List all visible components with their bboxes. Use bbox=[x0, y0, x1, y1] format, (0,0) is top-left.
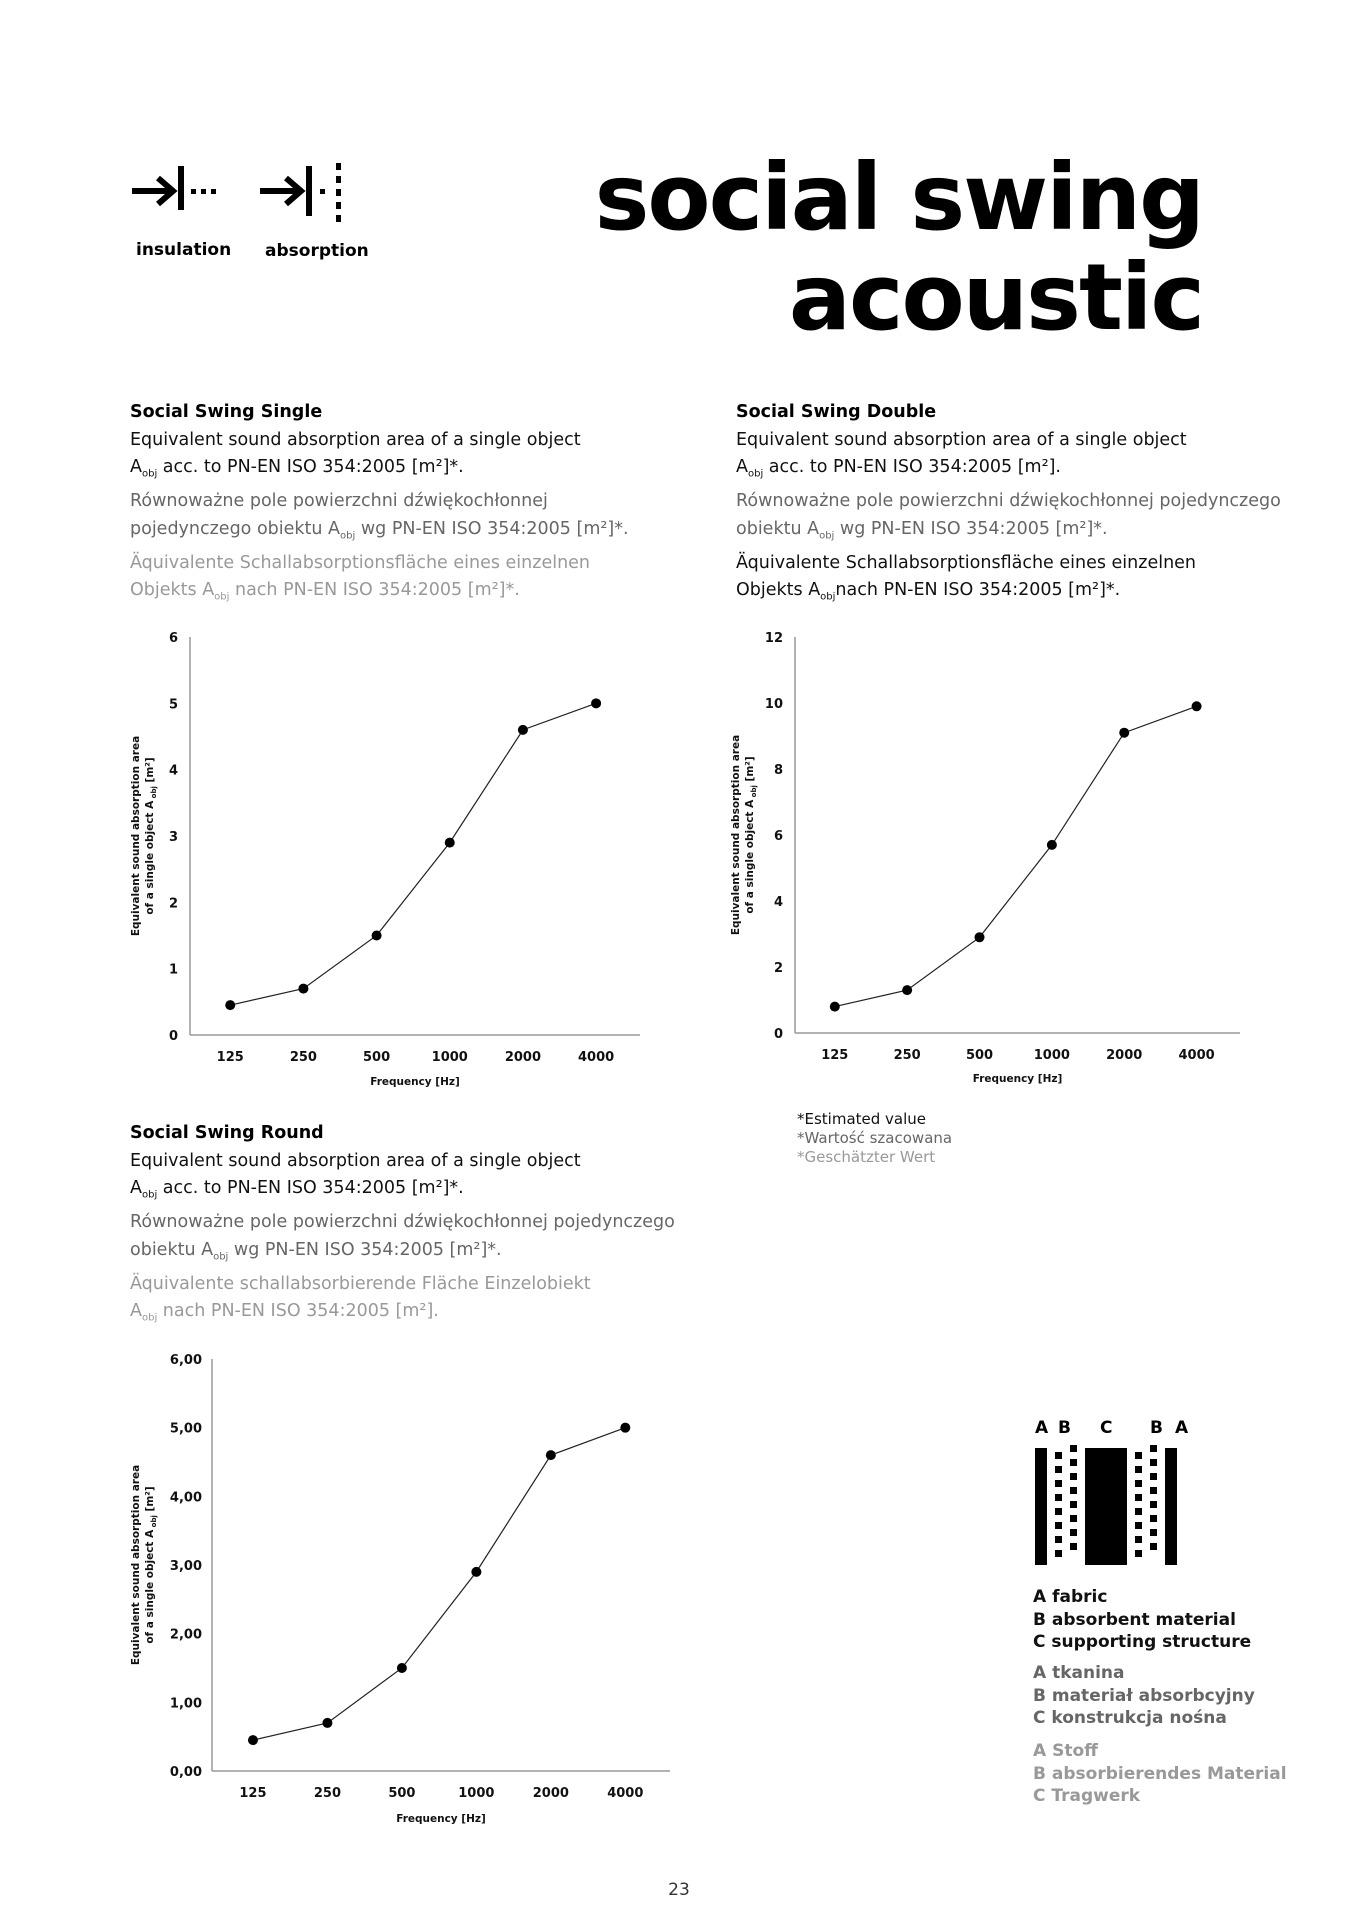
data-point bbox=[445, 838, 455, 848]
data-point bbox=[1192, 701, 1202, 711]
x-axis-label: Frequency [Hz] bbox=[396, 1813, 486, 1825]
x-tick-label: 125 bbox=[216, 1050, 244, 1065]
x-axis-label: Frequency [Hz] bbox=[972, 1073, 1063, 1085]
diagram-letter-a-right: A bbox=[1175, 1418, 1189, 1438]
y-axis-label-line1: Equivalent sound absorption area bbox=[130, 735, 142, 937]
data-point bbox=[298, 984, 308, 994]
double-description bbox=[736, 399, 1281, 611]
data-point bbox=[225, 1000, 235, 1010]
x-tick-label: 2000 bbox=[504, 1050, 542, 1065]
y-tick-label: 0,00 bbox=[169, 1765, 202, 1780]
y-axis-label-line1: Equivalent sound absorption area bbox=[730, 734, 742, 936]
data-point bbox=[830, 1002, 840, 1012]
double-pl-line2: obiektu $A_{obj}$ wg PN-EN ISO 354:2005 [m²]*. bbox=[736, 518, 1108, 541]
legend-en-a: A fabric bbox=[1033, 1587, 1108, 1607]
double-heading: Social Swing Double bbox=[736, 402, 937, 422]
single-de-line1: Äquivalente Schallabsorptionsfläche eines einzelnen bbox=[130, 552, 591, 573]
y-axis-label-line2: of a single object A $_{obj}$ [m²] bbox=[144, 757, 158, 915]
y-tick-label: 2,00 bbox=[169, 1627, 202, 1643]
diagram-letter-b-right: B bbox=[1150, 1418, 1163, 1438]
page-number: 23 bbox=[668, 1880, 690, 1900]
single-heading: Social Swing Single bbox=[130, 402, 323, 422]
y-axis-label-line2: of a single object A $_{obj}$ [m²] bbox=[144, 1486, 158, 1644]
y-tick-label: 0 bbox=[168, 1029, 178, 1044]
data-point bbox=[322, 1718, 332, 1728]
legend-en-b: B absorbent material bbox=[1033, 1609, 1236, 1630]
y-tick-label: 3,00 bbox=[169, 1559, 202, 1574]
legend-pl bbox=[1033, 1662, 1255, 1730]
legend-pl-b: B materiał absorbcyjny bbox=[1033, 1685, 1255, 1706]
double-en-line1: Equivalent sound absorption area of a single object bbox=[736, 429, 1187, 450]
y-tick-label: 8 bbox=[773, 763, 783, 778]
legend-pl-c: C konstrukcja nośna bbox=[1033, 1708, 1227, 1728]
estimated-note bbox=[797, 1110, 952, 1167]
round-de-line1: Äquivalente schallabsorbierende Fläche Einzelobiekt bbox=[130, 1273, 591, 1294]
diagram-letter-a-left: A bbox=[1035, 1418, 1049, 1438]
y-tick-label: 6,00 bbox=[169, 1353, 202, 1368]
single-pl-line2: pojedynczego obiektu $A_{obj}$ wg PN-EN ISO 354:2005 [m²]*. bbox=[130, 518, 629, 541]
y-tick-label: 6 bbox=[773, 829, 783, 844]
double-pl-line1: Równoważne pole powierzchni dźwiękochłonnej pojedynczego bbox=[736, 491, 1281, 511]
y-tick-label: 5 bbox=[168, 697, 178, 713]
legend-de bbox=[1033, 1740, 1287, 1808]
absorption-label: absorption bbox=[265, 241, 369, 261]
single-en-line2: $A_{obj}$ acc. to PN-EN ISO 354:2005 [m²]*. bbox=[130, 457, 464, 480]
single-de-line2: Objekts $A_{obj}$ nach PN-EN ISO 354:2005 [m²]*. bbox=[130, 580, 520, 603]
y-axis-label-line1: Equivalent sound absorption area bbox=[130, 1464, 142, 1666]
title-line-2: acoustic bbox=[788, 244, 1203, 351]
x-tick-label: 500 bbox=[388, 1786, 416, 1801]
data-point bbox=[248, 1735, 258, 1745]
data-point bbox=[518, 725, 528, 735]
y-tick-label: 4 bbox=[773, 895, 783, 910]
round-pl-line1: Równoważne pole powierzchni dźwiękochłonnej pojedynczego bbox=[130, 1212, 675, 1232]
series-line bbox=[835, 706, 1197, 1006]
x-tick-label: 500 bbox=[965, 1048, 994, 1063]
round-en-line2: $A_{obj}$ acc. to PN-EN ISO 354:2005 [m²]*. bbox=[130, 1178, 464, 1201]
insulation-icon bbox=[128, 160, 228, 210]
x-tick-label: 1000 bbox=[1033, 1048, 1070, 1063]
data-point bbox=[397, 1663, 407, 1673]
single-description bbox=[130, 399, 629, 611]
y-tick-label: 4,00 bbox=[169, 1490, 202, 1506]
absorption-icon bbox=[256, 160, 356, 226]
note-de: *Geschätzter Wert bbox=[797, 1148, 936, 1166]
y-tick-label: 0 bbox=[773, 1027, 783, 1042]
x-tick-label: 4000 bbox=[1178, 1048, 1215, 1063]
chart-double bbox=[720, 620, 1260, 1100]
x-tick-label: 125 bbox=[239, 1786, 267, 1801]
round-en-line1: Equivalent sound absorption area of a single object bbox=[130, 1150, 581, 1171]
legend-de-c: C Tragwerk bbox=[1033, 1786, 1141, 1806]
y-tick-label: 3 bbox=[168, 830, 178, 845]
title-line-1: social swing bbox=[594, 144, 1203, 251]
y-tick-label: 10 bbox=[764, 697, 783, 712]
y-tick-label: 4 bbox=[168, 763, 178, 779]
legend-pl-a: A tkanina bbox=[1033, 1663, 1125, 1683]
note-en: *Estimated value bbox=[797, 1110, 927, 1128]
data-point bbox=[1047, 840, 1057, 850]
x-tick-label: 4000 bbox=[607, 1786, 644, 1801]
layer-structure-diagram bbox=[1025, 1410, 1205, 1570]
x-tick-label: 2000 bbox=[1106, 1048, 1143, 1063]
series-line bbox=[253, 1428, 625, 1740]
y-tick-label: 5,00 bbox=[169, 1421, 202, 1437]
x-tick-label: 125 bbox=[821, 1048, 849, 1063]
round-de-line2: $A_{obj}$ nach PN-EN ISO 354:2005 [m²]. bbox=[130, 1301, 439, 1324]
double-en-line2: $A_{obj}$ acc. to PN-EN ISO 354:2005 [m²]. bbox=[736, 457, 1061, 480]
data-point bbox=[975, 932, 985, 942]
diagram-letter-b-left: B bbox=[1058, 1418, 1071, 1438]
data-point bbox=[471, 1567, 481, 1577]
data-point bbox=[546, 1450, 556, 1460]
y-tick-label: 12 bbox=[764, 631, 783, 646]
y-tick-label: 6 bbox=[168, 631, 178, 646]
y-tick-label: 2 bbox=[773, 961, 783, 976]
single-en-line1: Equivalent sound absorption area of a single object bbox=[130, 429, 581, 450]
chart-round bbox=[120, 1340, 680, 1830]
data-point bbox=[591, 698, 601, 708]
legend-de-a: A Stoff bbox=[1033, 1741, 1098, 1761]
x-axis-label: Frequency [Hz] bbox=[370, 1076, 460, 1088]
round-heading: Social Swing Round bbox=[130, 1123, 324, 1143]
data-point bbox=[902, 985, 912, 995]
page-title bbox=[594, 144, 1203, 351]
legend-en-c: C supporting structure bbox=[1033, 1632, 1252, 1652]
chart-single bbox=[120, 620, 660, 1100]
diagram-letter-c: C bbox=[1100, 1418, 1113, 1438]
data-point bbox=[620, 1423, 630, 1433]
insulation-label: insulation bbox=[136, 240, 232, 260]
note-pl: *Wartość szacowana bbox=[797, 1129, 953, 1147]
x-tick-label: 250 bbox=[893, 1048, 921, 1063]
y-tick-label: 1,00 bbox=[169, 1696, 202, 1712]
double-de-line1: Äquivalente Schallabsorptionsfläche eines einzelnen bbox=[736, 552, 1197, 573]
data-point bbox=[372, 931, 382, 941]
y-tick-label: 2 bbox=[168, 896, 178, 912]
y-tick-label: 1 bbox=[168, 962, 178, 978]
legend-en bbox=[1033, 1586, 1251, 1654]
data-point bbox=[1119, 728, 1129, 738]
x-tick-label: 1000 bbox=[431, 1050, 468, 1065]
x-tick-label: 4000 bbox=[578, 1050, 615, 1065]
round-pl-line2: obiektu $A_{obj}$ wg PN-EN ISO 354:2005 [m²]*. bbox=[130, 1239, 502, 1262]
x-tick-label: 1000 bbox=[458, 1786, 495, 1801]
single-pl-line1: Równoważne pole powierzchni dźwiękochłonnej bbox=[130, 491, 548, 511]
x-tick-label: 250 bbox=[313, 1786, 342, 1801]
legend-de-b: B absorbierendes Material bbox=[1033, 1763, 1287, 1784]
x-tick-label: 500 bbox=[363, 1050, 391, 1065]
double-de-line2: Objekts $A_{obj}nach$ PN-EN ISO 354:2005 [m²]*. bbox=[736, 580, 1121, 603]
series-line bbox=[230, 703, 596, 1005]
x-tick-label: 2000 bbox=[532, 1786, 569, 1801]
round-description bbox=[130, 1120, 675, 1332]
x-tick-label: 250 bbox=[289, 1050, 317, 1065]
y-axis-label-line2: of a single object A $_{obj}$ [m²] bbox=[744, 756, 758, 914]
